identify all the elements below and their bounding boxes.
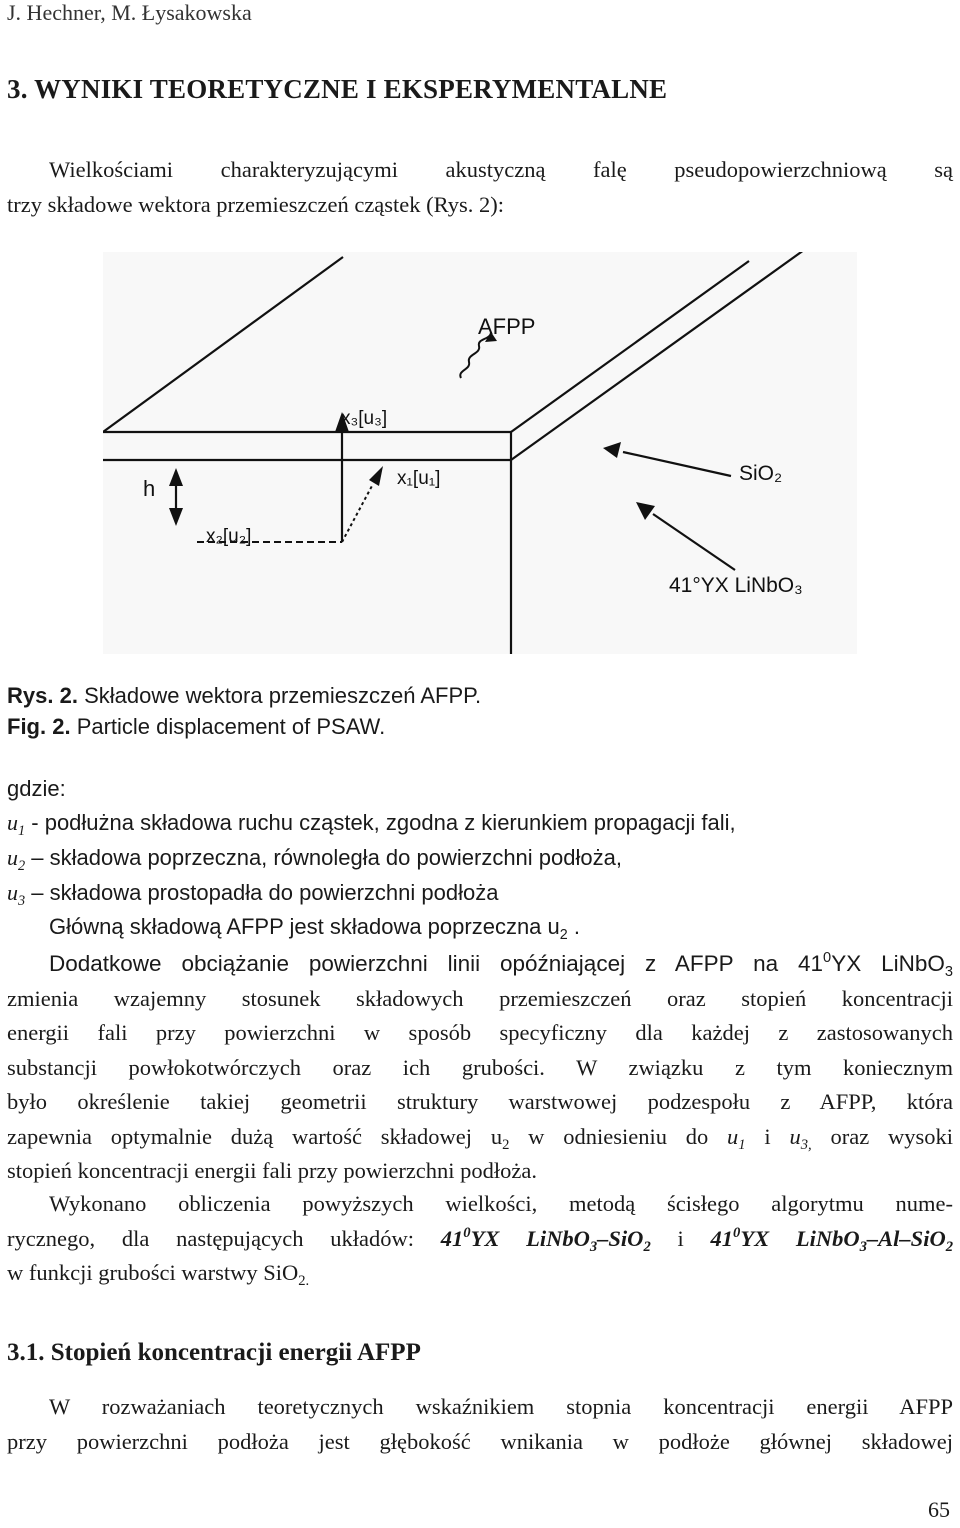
p4-line-1: W rozważaniach teoretycznych wskaźnikiem stopnia koncentracji energii AFPP	[49, 1394, 953, 1419]
p3-line-2: rycznego, dla następujących układów: $41^0YX$ LiNbO$_3$–SiO$_2$ i $41^0YX$ LiNbO$_3$–Al–SiO$_2$	[7, 1224, 954, 1255]
label-x2: x₂[u₂]	[206, 526, 252, 547]
p3-line-3: w funkcji grubości warstwy SiO$_{2.}$	[7, 1260, 310, 1290]
layer-boundary-edge	[511, 252, 857, 460]
label-afpp: AFPP	[478, 314, 536, 339]
paragraph-calculations	[7, 1187, 953, 1291]
where-label: gdzie:	[7, 776, 66, 801]
intro-line-1: Wielkościami charakteryzującymi akustyczną falę pseudopowierzchniową są	[49, 157, 953, 182]
p3-line-1: Wykonano obliczenia powyższych wielkości, metodą ścisłego algorytmu nume-	[49, 1191, 953, 1216]
p2-line-3: energii fali przy powierzchni w sposób specyficzny dla każdej z zastosowanych	[7, 1020, 953, 1045]
figure-svg	[103, 252, 857, 654]
caption-rys-text: Składowe wektora przemieszczeń AFPP.	[84, 683, 482, 708]
p2-line-7: stopień koncentracji energii fali przy powierzchni podłoża.	[7, 1158, 538, 1183]
right-slant-edge	[511, 261, 749, 432]
def-u3: $u_3$ – składowa prostopadła do powierzchni podłoża	[7, 880, 499, 909]
section-heading: 3. WYNIKI TEORETYCZNE I EKSPERYMENTALNE	[7, 74, 668, 104]
label-substrate: 41°YX LiNbO₃	[669, 574, 803, 597]
running-header: J. Hechner, M. Łysakowska	[7, 0, 252, 25]
label-sio2: SiO₂	[739, 462, 783, 485]
paragraph-load	[7, 947, 953, 1189]
p2-line-2: zmienia wzajemny stosunek składowych przemieszczeń oraz stopień koncentracji	[7, 985, 953, 1011]
label-x1: x₁[u₁]	[397, 468, 441, 489]
intro-line-2: trzy składowe wektora przemieszczeń cząstek (Rys. 2):	[7, 191, 505, 217]
sio2-pointer-line	[623, 452, 731, 476]
paragraph-energy	[7, 1390, 953, 1459]
x1-arrowhead-icon	[369, 466, 383, 486]
h-arrowhead-up-icon	[169, 468, 183, 486]
label-h: h	[143, 476, 156, 501]
x1-axis-line	[342, 484, 373, 542]
p2-line-4: substancji powłokotwórczych oraz ich grubości. W związku z tym koniecznym	[7, 1054, 953, 1080]
system-2: $41^0YX$ LiNbO$_3$–Al–SiO$_2$	[710, 1224, 954, 1255]
figure-displacement-diagram	[103, 252, 857, 654]
p2-line-5: było określenie takiej geometrii struktury warstwowej podzespołu z AFPP, która	[7, 1089, 953, 1114]
p2-line-1: Dodatkowe obciążanie powierzchni linii opóźniającej z AFPP na $41^0YX$ LiNbO$_3$	[49, 950, 954, 981]
caption-fig-text: Particle displacement of PSAW.	[76, 714, 386, 739]
substrate-pointer-line	[653, 514, 735, 570]
caption-fig-prefix: Fig. 2.	[7, 714, 71, 739]
p2-line-6: zapewnia optymalnie dużą wartość składowej $u_2$ w odniesieniu do $u_1$ i $u_{3,}$ oraz wysoki	[7, 1123, 953, 1153]
caption-rys-prefix: Rys. 2.	[7, 683, 78, 708]
substrate-arrowhead-icon	[636, 502, 655, 520]
h-arrowhead-down-icon	[169, 508, 183, 526]
figure-caption-pl	[7, 683, 481, 709]
def-u1: $u_1$ - podłużna składowa ruchu cząstek, zgodna z kierunkiem propagacji fali,	[7, 810, 736, 839]
def-u2: $u_2$ – składowa poprzeczna, równoległa do powierzchni podłoża,	[7, 845, 622, 874]
sio2-arrowhead-icon	[603, 442, 621, 458]
left-slant-edge	[103, 257, 343, 432]
system-1: $41^0YX$ LiNbO$_3$–SiO$_2$	[440, 1224, 651, 1255]
intro-paragraph	[7, 153, 953, 222]
main-component-sentence: Główną składową AFPP jest składowa poprzeczna $u_2$ .	[49, 914, 580, 943]
p4-line-2: przy powierzchni podłoża jest głębokość wnikania w podłoże głównej składowej	[7, 1428, 953, 1454]
figure-caption-en	[7, 714, 385, 740]
label-x3: x₃[u₃]	[341, 408, 388, 429]
subsection-heading: 3.1. Stopień koncentracji energii AFPP	[7, 1339, 421, 1366]
page-number: 65	[928, 1497, 950, 1522]
